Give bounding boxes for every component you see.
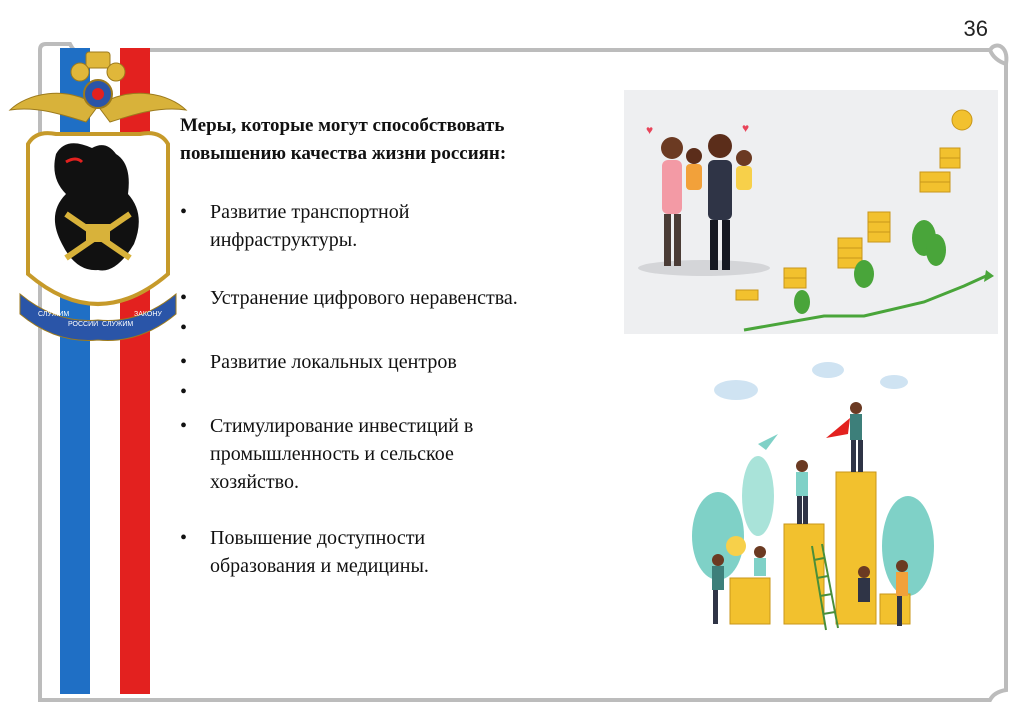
page-number: 36 xyxy=(963,16,988,41)
investment-illustration xyxy=(688,356,934,634)
list-item: • Устранение цифрового неравенства. xyxy=(180,284,620,312)
ribbon-text-3: СЛУЖИМ xyxy=(102,321,134,328)
ribbon-text-1: СЛУЖИМ xyxy=(38,311,70,318)
list-item: • Повышение доступности образования и медицины. xyxy=(180,524,620,580)
heading-line-2: повышению качества жизни россиян: xyxy=(180,143,507,164)
list-item: • Развитие транспортной инфраструктуры. xyxy=(180,198,620,254)
svg-text:♥: ♥ xyxy=(646,123,654,137)
list-item xyxy=(180,314,620,342)
ribbon-text-2: РОССИИ xyxy=(68,321,99,328)
list-item xyxy=(180,378,620,406)
lightbulb-icon xyxy=(726,536,746,556)
list-item: • Стимулирование инвестиций в промышленность и сельское хозяйство. xyxy=(180,412,620,496)
svg-text:♥: ♥ xyxy=(742,121,750,135)
family-growth-illustration xyxy=(624,90,998,334)
slide-heading xyxy=(180,112,610,168)
heading-line-1: Меры, которые могут способствовать xyxy=(180,115,505,136)
measures-list xyxy=(180,198,620,580)
paper-plane-icon xyxy=(758,434,778,450)
police-emblem-icon xyxy=(6,44,190,344)
list-item: • Развитие локальных центров xyxy=(180,348,620,376)
ribbon-text-4: ЗАКОНУ xyxy=(134,311,162,318)
